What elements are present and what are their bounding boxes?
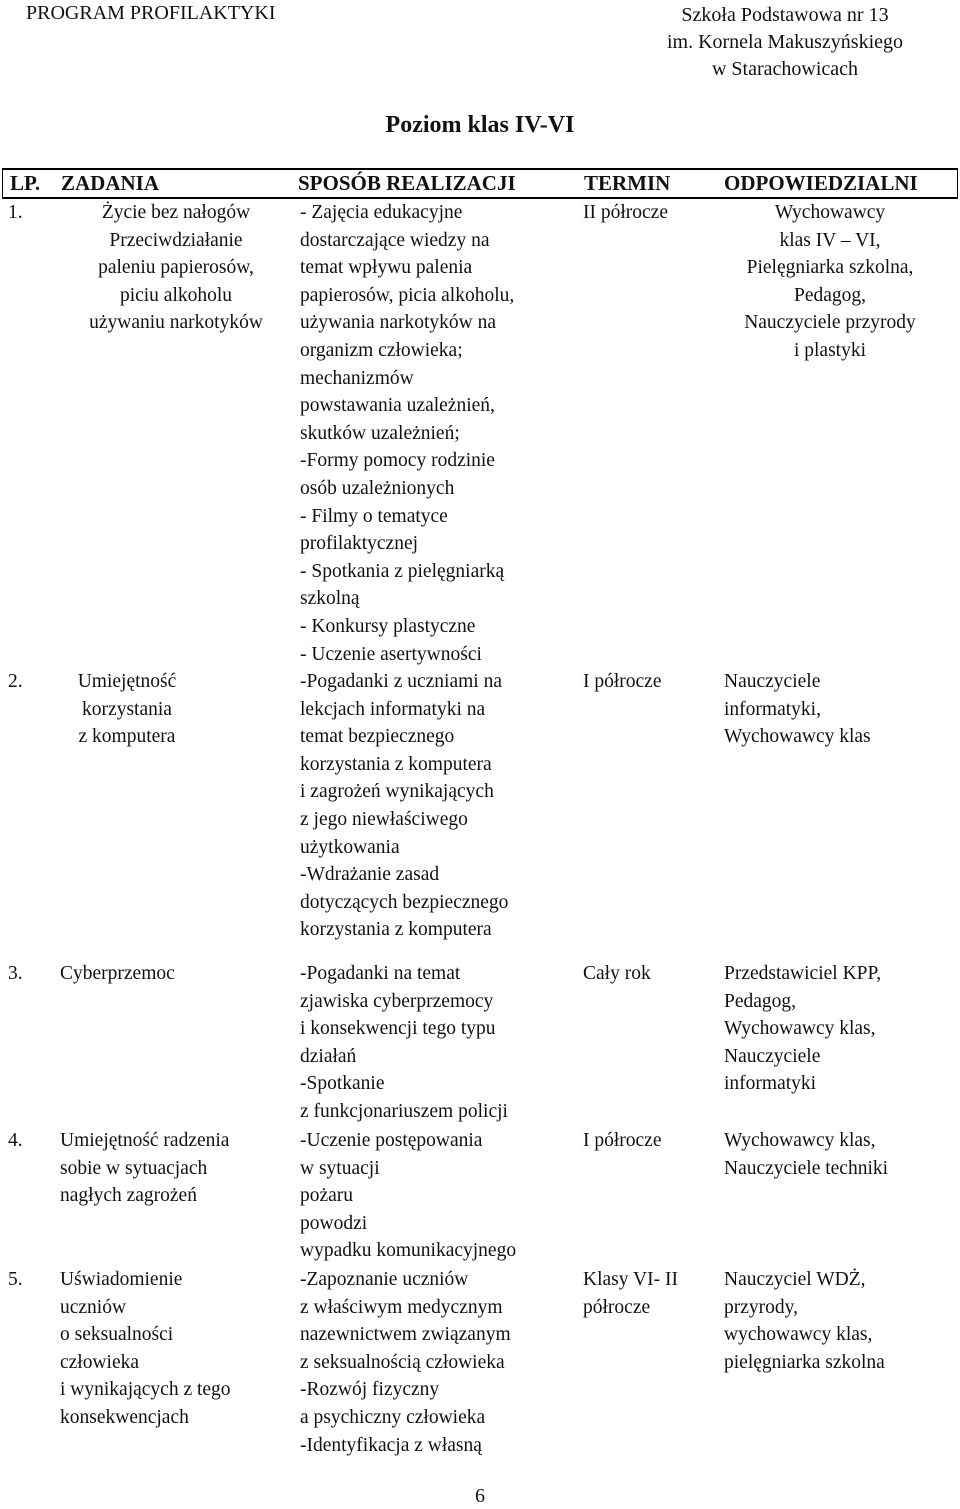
task-line: o seksualności xyxy=(60,1324,174,1346)
row-responsible xyxy=(724,668,958,751)
way-line: papierosów, picia alkoholu, xyxy=(300,284,515,306)
column-header-lp: LP. xyxy=(10,171,41,195)
way-line: organizm człowieka; xyxy=(300,339,463,361)
way-line: szkolną xyxy=(300,588,360,610)
row-way xyxy=(300,1127,578,1265)
way-line: -Uczenie postępowania xyxy=(300,1130,483,1151)
responsible-line: Wychowawcy klas, xyxy=(724,1130,876,1151)
way-line: -Pogadanki z uczniami na xyxy=(300,671,502,692)
task-line: Życie bez nałogów xyxy=(101,202,251,223)
school-line: w Starachowicach xyxy=(711,58,859,80)
way-line: - Konkursy plastyczne xyxy=(300,615,476,637)
row-way xyxy=(300,668,578,944)
row-task xyxy=(60,960,290,988)
way-line: - Zajęcia edukacyjne xyxy=(300,202,463,223)
task-line: Uświadomienie xyxy=(60,1269,183,1290)
way-line: - Spotkania z pielęgniarką xyxy=(300,560,505,582)
responsible-line: Pedagog, xyxy=(793,284,867,306)
row-term xyxy=(583,1127,718,1155)
term-line: I półrocze xyxy=(583,1130,662,1151)
page-number: 6 xyxy=(475,1485,485,1507)
task-line: paleniu papierosów, xyxy=(98,257,254,279)
program-title: PROGRAM PROFILAKTYKI xyxy=(26,2,276,24)
row-term xyxy=(583,668,718,696)
responsible-line: Nauczyciele xyxy=(724,1045,821,1067)
way-line: i konsekwencji tego typu xyxy=(300,1018,496,1040)
way-line: temat wpływu palenia xyxy=(300,257,473,279)
school-line: Szkoła Podstawowa nr 13 xyxy=(681,4,889,26)
task-line: korzystania xyxy=(82,698,172,720)
row-number: 3. xyxy=(8,963,23,984)
row-task xyxy=(52,668,202,751)
way-line: -Spotkanie xyxy=(300,1073,385,1095)
way-line: osób uzależnionych xyxy=(300,477,455,499)
row-responsible xyxy=(724,1266,958,1376)
row-responsible xyxy=(724,960,958,1098)
responsible-line: Pedagog, xyxy=(724,990,797,1012)
task-line: sobie w sytuacjach xyxy=(60,1157,208,1179)
responsible-line: wychowawcy klas, xyxy=(724,1324,873,1346)
term-line: I półrocze xyxy=(583,671,662,692)
way-line: -Identyfikacja z własną xyxy=(300,1434,482,1456)
way-line: -Pogadanki na temat xyxy=(300,963,461,984)
way-line: -Formy pomocy rodzinie xyxy=(300,450,495,472)
column-header-zadania: ZADANIA xyxy=(61,171,160,195)
way-line: używania narkotyków na xyxy=(300,312,497,334)
term-line: Cały rok xyxy=(583,963,651,984)
task-line: Umiejętność radzenia xyxy=(60,1130,230,1151)
responsible-line: Wychowawcy klas xyxy=(724,726,871,748)
row-number: 4. xyxy=(8,1130,23,1151)
table-top-border xyxy=(2,168,958,170)
way-line: korzystania z komputera xyxy=(300,919,492,941)
row-way xyxy=(300,1266,578,1459)
way-line: - Uczenie asertywności xyxy=(300,643,482,665)
way-line: dotyczących bezpiecznego xyxy=(300,891,509,913)
way-line: pożaru xyxy=(300,1185,354,1207)
row-term xyxy=(583,960,718,988)
school-name xyxy=(640,2,930,83)
way-line: skutków uzależnień; xyxy=(300,422,460,444)
row-task xyxy=(60,1127,290,1210)
way-line: użytkowania xyxy=(300,836,400,858)
way-line: - Filmy o tematyce xyxy=(300,505,448,527)
way-line: z właściwym medycznym xyxy=(300,1296,503,1318)
way-line: i zagrożeń wynikających xyxy=(300,781,494,803)
row-way xyxy=(300,960,578,1126)
task-line: piciu alkoholu xyxy=(119,284,233,306)
way-line: działań xyxy=(300,1045,357,1067)
way-line: zjawiska cyberprzemocy xyxy=(300,990,494,1012)
column-header-sposob: SPOSÓB REALIZACJI xyxy=(298,171,516,195)
row-number: 1. xyxy=(8,202,23,223)
row-task xyxy=(52,199,300,337)
row-number: 5. xyxy=(8,1269,23,1290)
responsible-line: Wychowawcy xyxy=(774,202,886,223)
column-header-odpowiedzialni: ODPOWIEDZIALNI xyxy=(724,171,918,195)
way-line: korzystania z komputera xyxy=(300,753,492,775)
row-term xyxy=(583,1266,718,1321)
task-line: Cyberprzemoc xyxy=(60,963,175,984)
column-divider xyxy=(957,168,958,199)
way-line: z funkcjonariuszem policji xyxy=(300,1100,508,1122)
way-line: z seksualnością człowieka xyxy=(300,1351,505,1373)
responsible-line: klas IV – VI, xyxy=(779,229,881,251)
way-line: temat bezpiecznego xyxy=(300,726,455,748)
task-line: z komputera xyxy=(78,726,176,748)
task-line: Umiejętność xyxy=(77,671,177,692)
responsible-line: Wychowawcy klas, xyxy=(724,1018,876,1040)
way-line: profilaktycznej xyxy=(300,533,419,555)
responsible-line: pielęgniarka szkolna xyxy=(724,1351,885,1373)
column-header-termin: TERMIN xyxy=(584,171,671,195)
level-heading: Poziom klas IV-VI xyxy=(385,112,575,138)
responsible-line: i plastyki xyxy=(793,339,867,361)
responsible-line: Pielęgniarka szkolna, xyxy=(746,257,914,279)
way-line: w sytuacji xyxy=(300,1157,380,1179)
way-line: nazewnictwem związanym xyxy=(300,1324,511,1346)
column-divider xyxy=(2,168,3,199)
way-line: mechanizmów xyxy=(300,367,414,389)
responsible-line: Nauczyciel WDŻ, xyxy=(724,1269,866,1290)
responsible-line: Nauczyciele techniki xyxy=(724,1157,889,1179)
way-line: powstawania uzależnień, xyxy=(300,395,495,417)
school-line: im. Kornela Makuszyńskiego xyxy=(666,31,904,53)
task-line: i wynikających z tego xyxy=(60,1379,231,1401)
way-line: -Zapoznanie uczniów xyxy=(300,1269,469,1290)
task-line: konsekwencjach xyxy=(60,1406,189,1428)
way-line: powodzi xyxy=(300,1212,368,1234)
way-line: dostarczające wiedzy na xyxy=(300,229,490,251)
way-line: lekcjach informatyki na xyxy=(300,698,486,720)
responsible-line: informatyki xyxy=(724,1073,817,1095)
row-way xyxy=(300,199,578,668)
task-line: uczniów xyxy=(60,1296,127,1318)
row-task xyxy=(60,1266,290,1432)
way-line: a psychiczny człowieka xyxy=(300,1406,486,1428)
responsible-line: informatyki, xyxy=(724,698,821,720)
row-responsible xyxy=(724,1127,958,1182)
way-line: -Wdrażanie zasad xyxy=(300,864,440,886)
responsible-line: Nauczyciele xyxy=(724,671,821,692)
responsible-line: Przedstawiciel KPP, xyxy=(724,963,882,984)
way-line: wypadku komunikacyjnego xyxy=(300,1240,517,1262)
task-line: człowieka xyxy=(60,1351,140,1373)
term-line: Klasy VI- II xyxy=(583,1269,678,1290)
way-line: -Rozwój fizyczny xyxy=(300,1379,440,1401)
way-line: z jego niewłaściwego xyxy=(300,808,468,830)
task-line: nagłych zagrożeń xyxy=(60,1185,197,1207)
row-number: 2. xyxy=(8,671,23,692)
row-term xyxy=(583,199,718,227)
row-responsible xyxy=(700,199,960,365)
task-line: używaniu narkotyków xyxy=(89,312,263,334)
responsible-line: Nauczyciele przyrody xyxy=(744,312,916,334)
term-line: półrocze xyxy=(583,1296,651,1318)
responsible-line: przyrody, xyxy=(724,1296,799,1318)
term-line: II półrocze xyxy=(583,202,668,223)
task-line: Przeciwdziałanie xyxy=(109,229,243,251)
